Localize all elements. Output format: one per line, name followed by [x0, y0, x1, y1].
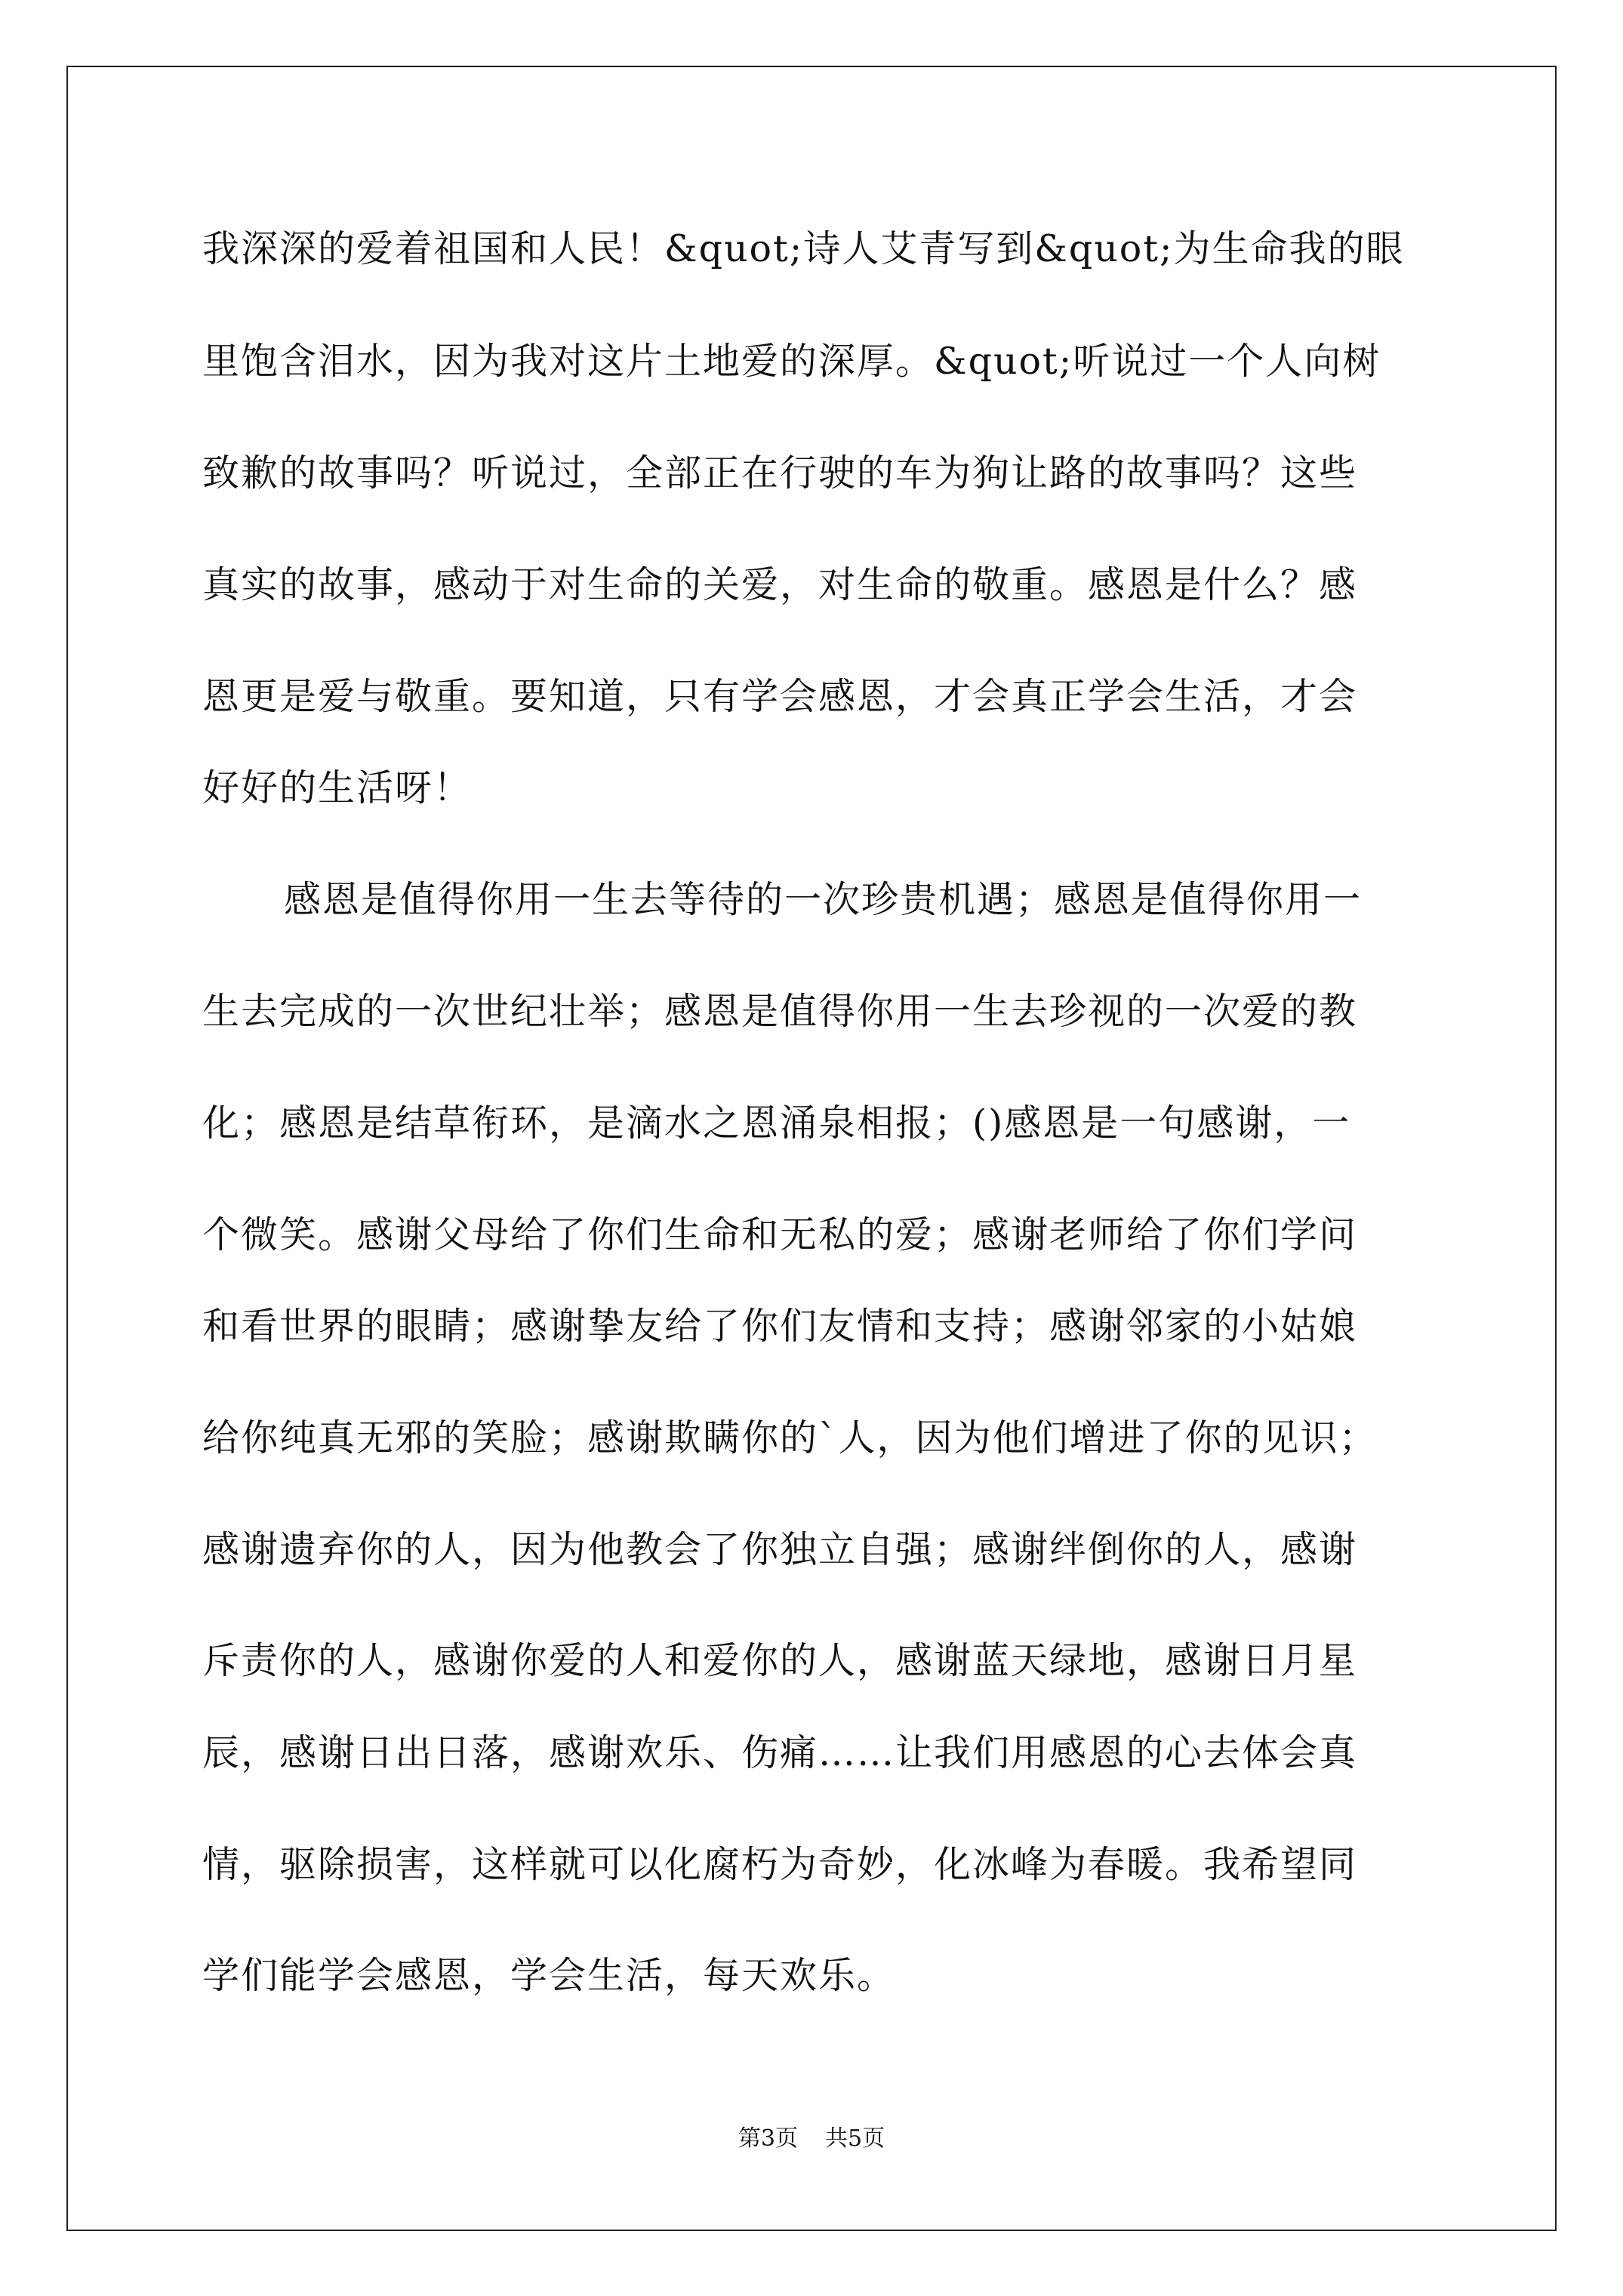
paragraph-first-line: 感恩是值得你用一生去等待的一次珍贵机遇；感恩是值得你用一 [284, 878, 1363, 921]
page-border [66, 66, 1557, 2231]
text-line: 里饱含泪水，因为我对这片土地爱的深厚。&quot;听说过一个人向树 [202, 340, 1381, 383]
text-line: 恩更是爱与敬重。要知道，只有学会感恩，才会真正学会生活，才会 [202, 675, 1358, 718]
text-line: 化；感恩是结草衔环，是滴水之恩涌泉相报；()感恩是一句感谢，一 [202, 1102, 1351, 1145]
page-total: 共5页 [825, 2125, 885, 2152]
text-line: 感谢遗弃你的人，因为他教会了你独立自强；感谢绊倒你的人，感谢 [202, 1528, 1358, 1571]
text-line: 情，驱除损害，这样就可以化腐朽为奇妙，化冰峰为春暖。我希望同 [202, 1843, 1358, 1886]
text-line: 好好的生活呀！ [202, 766, 473, 809]
text-line: 个微笑。感谢父母给了你们生命和无私的爱；感谢老师给了你们学问 [202, 1213, 1358, 1256]
text-line: 和看世界的眼睛；感谢挚友给了你们友情和支持；感谢邻家的小姑娘 [202, 1305, 1358, 1348]
text-line: 生去完成的一次世纪壮举；感恩是值得你用一生去珍视的一次爱的教 [202, 990, 1358, 1033]
page-footer [0, 2124, 1623, 2154]
text-line: 致歉的故事吗？听说过，全部正在行驶的车为狗让路的故事吗？这些 [202, 451, 1358, 495]
text-line: 真实的故事，感动于对生命的关爱，对生命的敬重。感恩是什么？感 [202, 563, 1358, 606]
page-number: 第3页 [738, 2125, 798, 2152]
text-line: 斥责你的人，感谢你爱的人和爱你的人，感谢蓝天绿地，感谢日月星 [202, 1639, 1358, 1682]
text-line: 给你纯真无邪的笑脸；感谢欺瞒你的`人，因为他们增进了你的见识； [202, 1416, 1378, 1459]
text-line: 学们能学会感恩，学会生活，每天欢乐。 [202, 1954, 896, 1997]
text-line: 我深深的爱着祖国和人民！&quot;诗人艾青写到&quot;为生命我的眼 [202, 227, 1405, 270]
text-line: 辰，感谢日出日落，感谢欢乐、伤痛……让我们用感恩的心去体会真 [202, 1731, 1358, 1774]
